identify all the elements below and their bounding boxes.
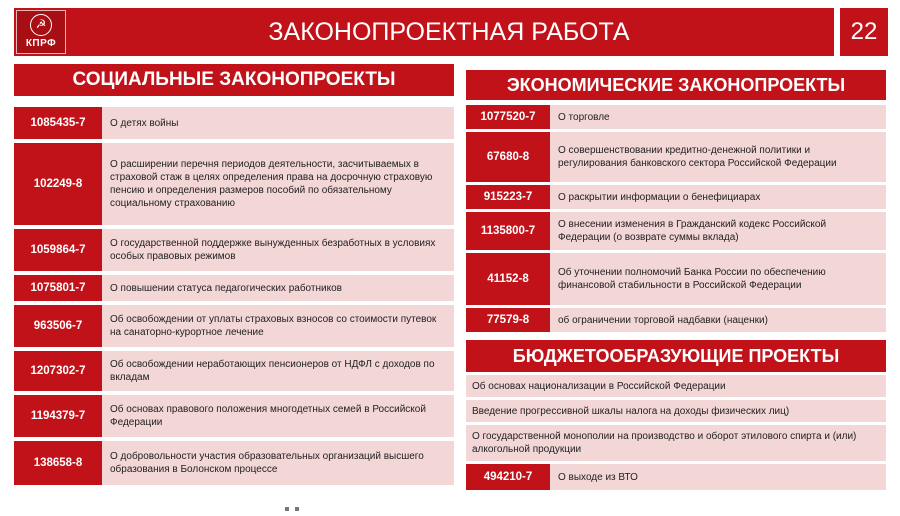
- table-row: [466, 212, 886, 250]
- table-row: [466, 185, 886, 209]
- bill-number: 138658-8: [14, 441, 102, 485]
- bill-title: О совершенствовании кредитно-денежной политики и регулирования банковского сектора Российской Федерации: [550, 132, 886, 182]
- table-row: [14, 275, 454, 301]
- bill-number: 102249-8: [14, 143, 102, 225]
- table-row: [14, 107, 454, 139]
- bill-number: 77579-8: [466, 308, 550, 332]
- social-section-title: СОЦИАЛЬНЫЕ ЗАКОНОПРОЕКТЫ: [14, 64, 454, 96]
- bill-title: Об освобождении неработающих пенсионеров от НДФЛ с доходов по вкладам: [102, 351, 454, 391]
- economic-section-title: ЭКОНОМИЧЕСКИЕ ЗАКОНОПРОЕКТЫ: [466, 70, 886, 100]
- table-row: [14, 229, 454, 271]
- table-row: [466, 308, 886, 332]
- bill-title: об ограничении торговой надбавки (наценки): [550, 308, 886, 332]
- table-row: [14, 143, 454, 225]
- bill-number: 963506-7: [14, 305, 102, 347]
- bill-number: 41152-8: [466, 253, 550, 305]
- bill-title: Об уточнении полномочий Банка России по обеспечению финансовой стабильности в Российской Федерации: [550, 253, 886, 305]
- bill-title: О государственной поддержке вынужденных безработных в условиях особых правовых режимов: [102, 229, 454, 271]
- bill-title: О расширении перечня периодов деятельности, засчитываемых в страховой стаж в целях определения права на досрочную страховую пенсию и определения размеров пособий по обязательному социальному страхованию: [102, 143, 454, 225]
- bill-number: 1194379-7: [14, 395, 102, 437]
- logo-text: КПРФ: [25, 38, 57, 49]
- title-bar: [14, 8, 834, 56]
- bill-number: 1085435-7: [14, 107, 102, 139]
- kprf-logo: [16, 10, 66, 54]
- bill-title: О детях войны: [102, 107, 454, 139]
- bill-title: О раскрытии информации о бенефициарах: [550, 185, 886, 209]
- decorative-dots: [285, 498, 315, 504]
- page-title: ЗАКОНОПРОЕКТНАЯ РАБОТА: [268, 18, 630, 46]
- table-row: [466, 132, 886, 182]
- hammer-sickle-icon: ☭: [30, 14, 52, 36]
- bill-number: 1077520-7: [466, 105, 550, 129]
- bill-number: 494210-7: [466, 464, 550, 490]
- page-number: 22: [840, 8, 888, 56]
- table-row: [466, 105, 886, 129]
- bill-number: 915223-7: [466, 185, 550, 209]
- bill-number: 67680-8: [466, 132, 550, 182]
- bill-number: 1059864-7: [14, 229, 102, 271]
- table-row: [14, 441, 454, 485]
- list-item: Об основах национализации в Российской Федерации: [466, 375, 886, 397]
- bill-title: О выходе из ВТО: [550, 464, 886, 490]
- budget-section-title: БЮДЖЕТООБРАЗУЮЩИЕ ПРОЕКТЫ: [466, 340, 886, 372]
- table-row: [14, 351, 454, 391]
- table-row: [14, 395, 454, 437]
- bill-title: О повышении статуса педагогических работников: [102, 275, 454, 301]
- list-item: Введение прогрессивной шкалы налога на доходы физических лиц): [466, 400, 886, 422]
- bill-number: 1075801-7: [14, 275, 102, 301]
- bill-title: Об основах правового положения многодетных семей в Российской Федерации: [102, 395, 454, 437]
- bill-title: О торговле: [550, 105, 886, 129]
- bill-number: 1207302-7: [14, 351, 102, 391]
- table-row: [466, 464, 886, 490]
- bill-title: Об освобождении от уплаты страховых взносов со стоимости путевок на санаторно-курортное лечение: [102, 305, 454, 347]
- table-row: [14, 305, 454, 347]
- list-item: О государственной монополии на производство и оборот этилового спирта и (или) алкогольной продукции: [466, 425, 886, 461]
- bill-title: О внесении изменения в Гражданский кодекс Российской Федерации (о возврате суммы вклада): [550, 212, 886, 250]
- bill-title: О добровольности участия образовательных организаций высшего образования в Болонском процессе: [102, 441, 454, 485]
- bill-number: 1135800-7: [466, 212, 550, 250]
- table-row: [466, 253, 886, 305]
